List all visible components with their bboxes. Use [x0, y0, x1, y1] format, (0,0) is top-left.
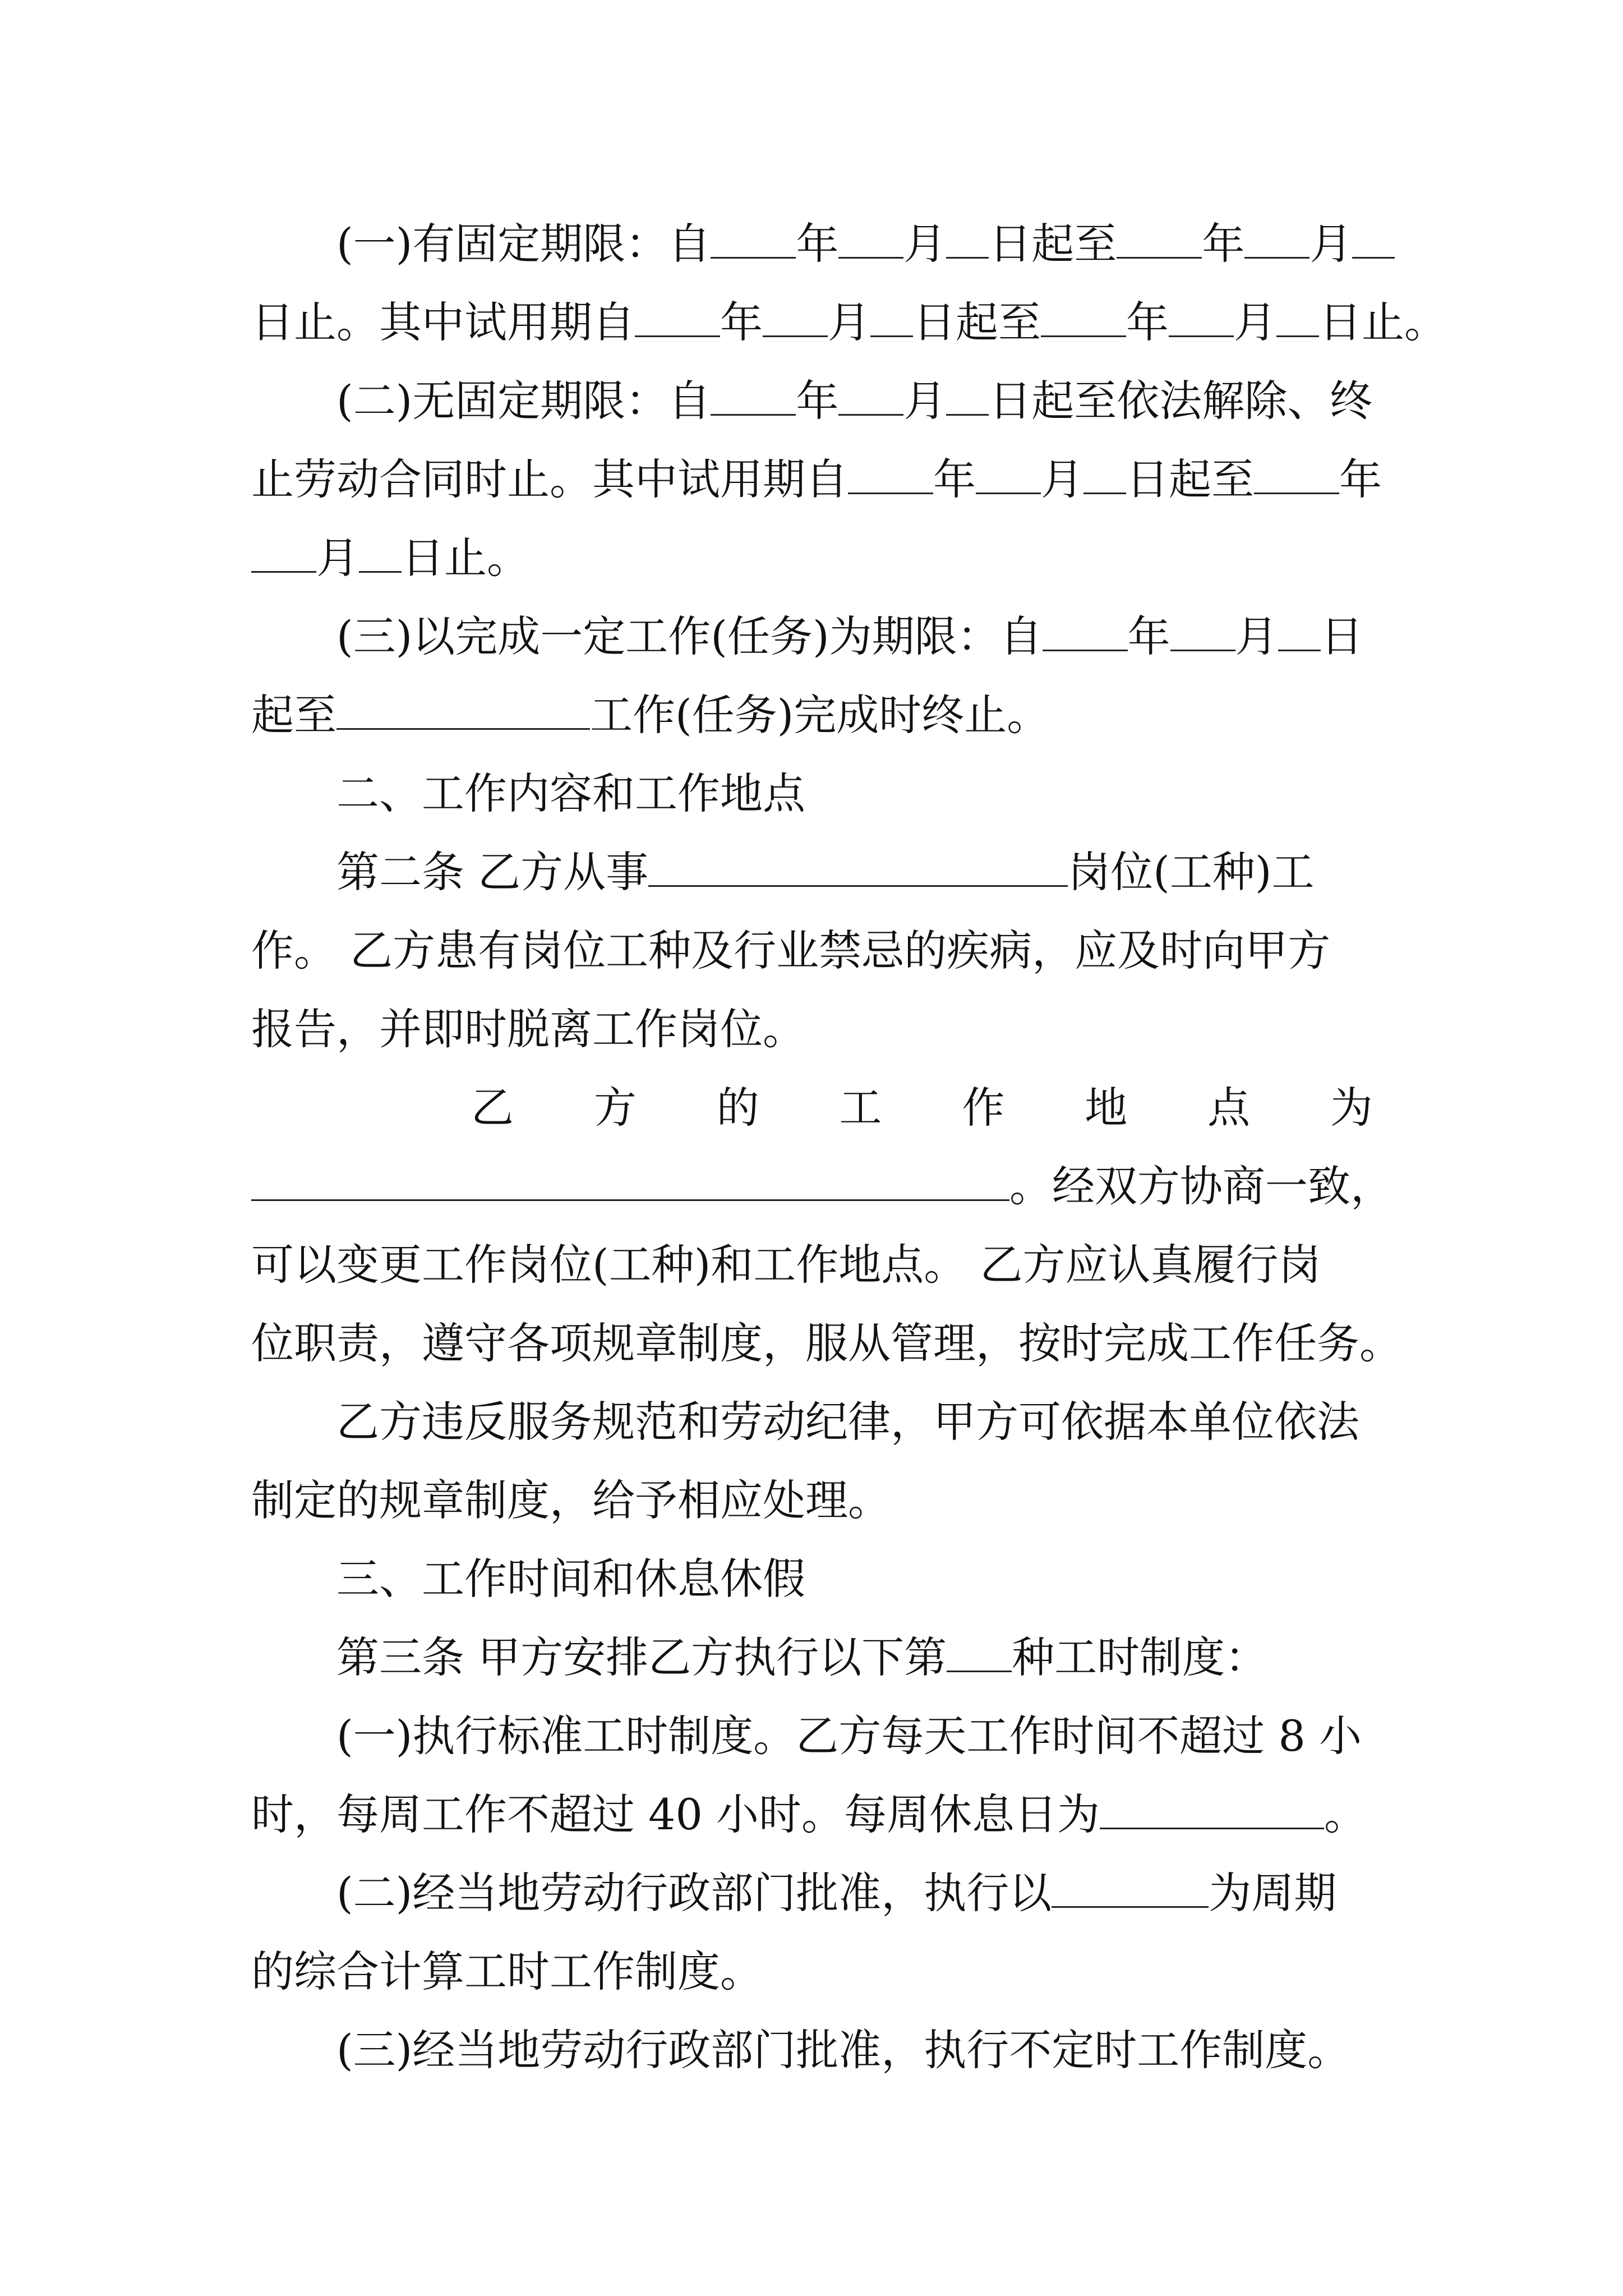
article-2-line-2: 作。 乙方患有岗位工种及行业禁忌的疾病，应及时向甲方 — [251, 926, 1331, 976]
article-2-line-5 — [251, 1144, 1393, 1228]
blank-field — [635, 295, 720, 337]
text: 月 — [903, 219, 947, 269]
blank-field — [838, 217, 903, 259]
text: 年 — [1202, 219, 1245, 269]
text: 止劳动合同时止。其中试用期自 — [251, 454, 848, 504]
text: 作 — [962, 1083, 1005, 1133]
text: 日止。其中试用期自 — [251, 297, 635, 347]
text: 第三条 甲方安排乙方执行以下第 — [336, 1632, 947, 1682]
text: 日起至 — [1126, 454, 1254, 504]
p3-line-1 — [336, 595, 1373, 679]
text: (三)以完成一定工作(任务)为期限：自 — [336, 611, 1043, 661]
text: 地 — [1085, 1083, 1128, 1133]
blank-field — [1052, 1866, 1209, 1908]
text: 日 — [1320, 611, 1363, 661]
text: 月 — [828, 297, 870, 347]
text: 日止。 — [1319, 297, 1447, 347]
text: 月 — [1235, 611, 1278, 661]
text: 年 — [796, 376, 839, 426]
text: 种工时制度： — [1012, 1632, 1268, 1682]
article-3-line-6: (三)经当地劳动行政部门批准，执行不定时工作制度。 — [336, 2025, 1350, 2075]
text: 日起至 — [913, 297, 1041, 347]
text: 。 — [1324, 1789, 1367, 1839]
text: 日起至依法解除、终 — [989, 376, 1373, 426]
p1-line-1 — [336, 202, 1373, 286]
blank-field — [947, 1630, 1012, 1672]
text: 年 — [796, 219, 839, 269]
text: 点 — [1207, 1083, 1251, 1133]
text: 工 — [839, 1083, 882, 1133]
text: 年 — [720, 297, 763, 347]
article-3-line-5: 的综合计算工时工作制度。 — [251, 1947, 763, 1996]
text: 月 — [1310, 219, 1353, 269]
text: 年 — [1339, 454, 1382, 504]
text: 年 — [933, 454, 976, 504]
article-2-line-6: 可以变更工作岗位(工种)和工作地点。 乙方应认真履行岗 — [251, 1240, 1321, 1290]
section-heading-2: 二、工作内容和工作地点 — [336, 769, 805, 818]
blank-field — [1254, 452, 1339, 494]
blank-field — [251, 531, 316, 573]
blank-field — [763, 295, 828, 337]
text: (二)无固定期限：自 — [336, 376, 711, 426]
blank-field — [976, 452, 1041, 494]
text: (二)经当地劳动行政部门批准，执行以 — [336, 1868, 1052, 1918]
blank-field — [1117, 217, 1202, 259]
text: 岗位(工种)工 — [1068, 847, 1315, 897]
article-2-line-1 — [336, 830, 1373, 914]
blank-field — [251, 1159, 1009, 1201]
text: 时，每周工作不超过 40 小时。每周休息日为 — [251, 1789, 1100, 1839]
blank-field — [1100, 1787, 1324, 1829]
blank-field — [1352, 217, 1395, 259]
blank-field — [1043, 609, 1128, 651]
article-2-line-8: 乙方违反服务规范和劳动纪律，甲方可依据本单位依法 — [336, 1397, 1359, 1447]
blank-field — [1278, 609, 1321, 651]
text: 为周期 — [1209, 1868, 1337, 1918]
p2-line-2 — [251, 438, 1382, 522]
p3-line-2 — [251, 673, 1373, 757]
blank-field — [336, 688, 590, 730]
text: 月 — [316, 533, 359, 583]
work-place-line — [471, 1066, 1373, 1150]
article-2-line-9: 制定的规章制度，给予相应处理。 — [251, 1475, 891, 1525]
blank-field — [946, 217, 989, 259]
blank-field — [838, 374, 903, 416]
text: 起至 — [251, 690, 336, 740]
text: 日止。 — [402, 533, 529, 583]
blank-field — [648, 845, 1068, 887]
blank-field — [711, 374, 796, 416]
p2-line-1 — [336, 359, 1373, 443]
text: 方 — [593, 1083, 637, 1133]
section-heading-3: 三、工作时间和休息休假 — [336, 1554, 805, 1604]
text: 年 — [1126, 297, 1169, 347]
article-3-line-2: (一)执行标准工时制度。乙方每天工作时间不超过 8 小 — [336, 1711, 1362, 1761]
p1-line-2 — [251, 280, 1447, 365]
text: 的 — [716, 1083, 759, 1133]
blank-field — [870, 295, 913, 337]
text: 工作(任务)完成时终止。 — [590, 690, 1050, 740]
text: 月 — [1041, 454, 1083, 504]
blank-field — [848, 452, 933, 494]
blank-field — [1244, 217, 1310, 259]
p2-line-3 — [251, 516, 1373, 600]
article-3-line-4 — [336, 1851, 1373, 1935]
article-3-line-1 — [336, 1616, 1373, 1700]
text: 为 — [1330, 1083, 1373, 1133]
text: 月 — [1234, 297, 1276, 347]
blank-field — [946, 374, 989, 416]
article-2-line-3: 报告，并即时脱离工作岗位。 — [251, 1004, 805, 1054]
article-3-line-3 — [251, 1773, 1373, 1857]
blank-field — [359, 531, 402, 573]
blank-field — [1083, 452, 1126, 494]
text: (一)有固定期限：自 — [336, 219, 711, 269]
text: 乙 — [471, 1083, 514, 1133]
text: 第二条 乙方从事 — [336, 847, 649, 897]
text: 。经双方协商一致， — [1009, 1161, 1393, 1211]
blank-field — [1276, 295, 1319, 337]
text: 月 — [903, 376, 947, 426]
blank-field — [1169, 295, 1234, 337]
article-2-line-7: 位职责，遵守各项规章制度，服从管理，按时完成工作任务。 — [251, 1318, 1402, 1368]
text: 日起至 — [989, 219, 1117, 269]
blank-field — [1041, 295, 1126, 337]
blank-field — [711, 217, 796, 259]
text: 年 — [1127, 611, 1170, 661]
blank-field — [1170, 609, 1235, 651]
